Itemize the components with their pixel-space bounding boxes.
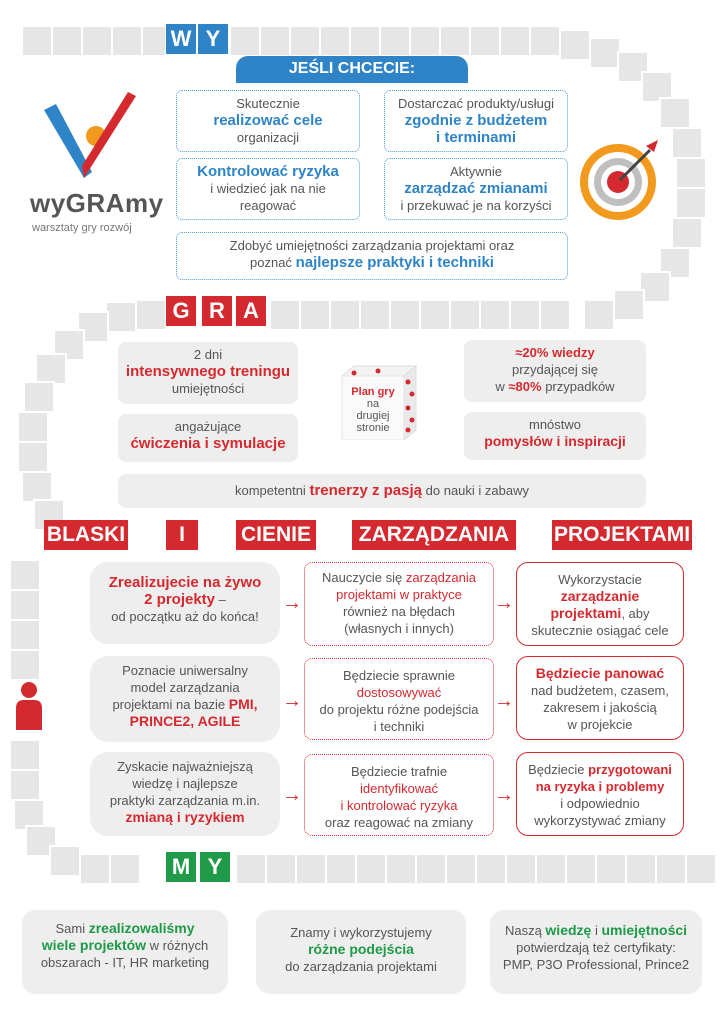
row2-mid-l2: do projektu różne podejścia [319,702,479,717]
my-box-approaches-bold: różne podejścia [308,941,414,957]
wy-header-banner [236,56,468,82]
wy-box-risk [176,158,360,220]
gra-box-knowledge-bold1: ≈20% wiedzy [515,345,595,360]
row1-left-tail: – [215,592,226,607]
banner-projektami: PROJEKTAMI [552,520,692,550]
wy-box-budget-bold1: zgodnie z budżetem [404,112,548,129]
wy-box-skills-pre2: poznać [250,255,292,270]
my-box-approaches [256,910,466,994]
tile-r: R [202,296,232,326]
gra-box-trainers-pre: kompetentni [235,483,306,498]
tile-g: G [166,296,196,326]
row2-right-l2: zakresem i jakością [543,700,657,715]
my-box-projects-bold2: wiele projektów [41,937,147,953]
arrow-right-icon: → [282,690,302,712]
gra-box-knowledge-bold2: ≈80% [508,379,542,394]
gra-box-exercises [118,414,298,462]
wy-box-goals-bold: realizować cele [213,112,323,129]
row3-left-l2: wiedzę i najlepsze [132,776,238,791]
row2-right-box [516,656,684,740]
logo-tagline: warsztaty gry rozwój [32,222,132,234]
my-box-projects-post2: obszarach - IT, HR marketing [40,955,210,970]
wy-box-change [384,158,568,220]
row1-mid-box [304,562,494,646]
row2-mid-l1: Będziecie sprawnie [342,668,455,683]
gra-box-training-bold: intensywnego treningu [125,363,291,380]
row1-mid-pre: Nauczycie się [322,570,406,585]
wy-box-budget-bold2: i terminami [435,129,517,146]
row3-mid-box [304,754,494,836]
row2-left-bold2: PRINCE2, AGILE [129,713,241,729]
row3-left-l1: Zyskacie najważniejszą [117,759,253,774]
row1-right-pre: Wykorzystacie [558,572,642,587]
row3-right-pre: Będziecie [528,762,589,777]
banner-cienie: CIENIE [236,520,316,550]
row3-mid-red2: i kontrolować ryzyka [340,798,458,813]
game-die [336,364,420,440]
logo [26,88,166,238]
row2-left-l1: Poznacie uniwersalny [122,663,248,678]
row3-right-bold2: na ryzyka i problemy [535,779,665,794]
gra-box-knowledge-pre2: w [495,379,505,394]
my-box-certs-bold1: wiedzę [545,922,592,938]
row3-mid-l1: Będziecie trafnie [350,764,448,779]
my-box-certs-mid: i [591,923,602,938]
my-box-projects-bold1: zrealizowaliśmy [88,920,195,936]
wy-box-change-post: i przekuwać je na korzyści [400,198,552,213]
row1-mid-red1: zarządzania [405,570,476,585]
target-arrow-icon [574,134,666,226]
my-box-projects-pre: Sami [55,921,89,936]
row2-left-l3: projektami na bazie [112,697,229,712]
my-box-certs [490,910,702,994]
banner-blaski: BLASKI [44,520,128,550]
row2-mid-red: dostosowywać [356,685,442,700]
wy-box-risk-post1: i wiedzieć jak na nie [210,181,326,196]
gra-box-ideas-pre: mnóstwo [528,417,582,432]
wy-box-change-pre: Aktywnie [449,164,503,179]
row1-left-bold2: 2 projekty [144,591,216,608]
row3-mid-l2: oraz reagować na zmiany [324,815,474,830]
gra-box-training [118,342,298,404]
row1-right-bold2: projektami [550,605,622,621]
row1-right-bold1: zarządzanie [560,588,640,604]
row1-right-box [516,562,684,646]
my-box-certs-l1: potwierdzają też certyfikaty: [516,940,676,955]
row1-mid-post1: również na błędach [342,604,456,619]
row3-mid-red1: identyfikować [359,781,439,796]
my-box-projects [22,910,228,994]
arrow-right-icon: → [494,784,514,806]
tile-m: M [166,852,196,882]
row2-right-bold: Będziecie panować [535,665,665,681]
die-line2: na [366,398,380,410]
row2-right-l1: nad budżetem, czasem, [530,683,670,698]
row3-left-bold: zmianą i ryzykiem [125,809,245,825]
gra-box-trainers-post: do nauki i zabawy [425,483,529,498]
row2-left-bold1: PMI, [228,696,258,712]
gra-box-knowledge-post2: przypadków [545,379,615,394]
arrow-right-icon: → [282,592,302,614]
arrow-right-icon: → [494,592,514,614]
my-box-certs-bold2: umiejętności [601,922,688,938]
die-line4: stronie [356,422,390,434]
wy-box-risk-bold: Kontrolować ryzyka [197,163,339,180]
row1-mid-red2: projektami w praktyce [336,587,462,602]
row3-right-l2: wykorzystywać zmiany [534,813,666,828]
my-box-certs-l2: PMP, P3O Professional, Prince2 [502,957,690,972]
tile-y2: Y [200,852,230,882]
wy-box-change-bold: zarządzać zmianami [404,180,548,197]
row1-mid-post2: (własnych i innych) [344,621,454,636]
gra-box-exercises-pre: angażujące [174,419,242,434]
logo-mark-icon [26,88,166,188]
die-line3: drugiej [356,410,390,422]
gra-box-knowledge-mid: przydającej się [512,362,598,377]
row3-left-bubble [90,752,280,836]
wy-box-skills-line1: Zdobyć umiejętności zarządzania projektami oraz [229,238,515,253]
gra-box-knowledge [464,340,646,402]
my-box-projects-post1: w różnych [146,938,209,953]
row2-left-l2: model zarządzania [130,680,240,695]
row1-left-bubble [90,562,280,644]
my-box-approaches-l2: do zarządzania projektami [285,959,437,974]
logo-name: wyGRAmy [30,188,164,218]
wy-header-text: JEŚLI CHCECIE: [288,60,416,77]
my-box-certs-pre: Naszą [504,923,546,938]
row1-left-bold1: Zrealizujecie na żywo [108,574,262,591]
my-box-approaches-l1: Znamy i wykorzystujemy [290,925,432,940]
tile-w: W [166,24,196,54]
row1-right-post2: skutecznie osiągać cele [531,623,669,638]
person-icon [12,680,46,730]
row3-left-l3: praktyki zarządzania m.in. [109,793,261,808]
row2-mid-box [304,658,494,740]
row3-right-l1: i odpowiednio [560,796,640,811]
gra-box-ideas [464,412,646,460]
row2-left-bubble [90,656,280,742]
gra-box-exercises-bold: ćwiczenia i symulacje [130,435,286,452]
wy-box-skills-bold: najlepsze praktyki i techniki [295,254,494,271]
wy-box-risk-post2: reagować [239,198,297,213]
gra-box-ideas-bold: pomysłów i inspiracji [484,433,626,449]
banner-i: I [166,520,198,550]
banner-zarzadzania: ZARZĄDZANIA [352,520,516,550]
wy-box-budget-pre: Dostarczać produkty/usługi [397,96,555,111]
row1-left-post: od początku aż do końca! [111,609,259,624]
gra-box-training-pre: 2 dni [193,347,223,362]
wy-box-budget [384,90,568,152]
arrow-right-icon: → [494,690,514,712]
tile-y: Y [198,24,228,54]
wy-header-rule [236,80,468,83]
wy-box-goals-pre: Skutecznie [236,96,300,111]
gra-box-trainers-bold: trenerzy z pasją [309,482,423,499]
row2-right-l3: w projekcie [567,717,633,732]
gra-box-training-post: umiejętności [171,381,245,396]
wy-box-goals-post: organizacji [236,130,300,145]
die-line1: Plan gry [351,386,395,398]
row2-mid-l3: i techniki [373,719,425,734]
row1-right-post1: , aby [621,606,650,621]
arrow-right-icon: → [282,784,302,806]
wy-box-skills [176,232,568,280]
wy-box-goals [176,90,360,152]
tile-a: A [236,296,266,326]
row3-right-box [516,752,684,836]
gra-box-trainers [118,474,646,508]
row3-right-bold1: przygotowani [588,762,672,777]
